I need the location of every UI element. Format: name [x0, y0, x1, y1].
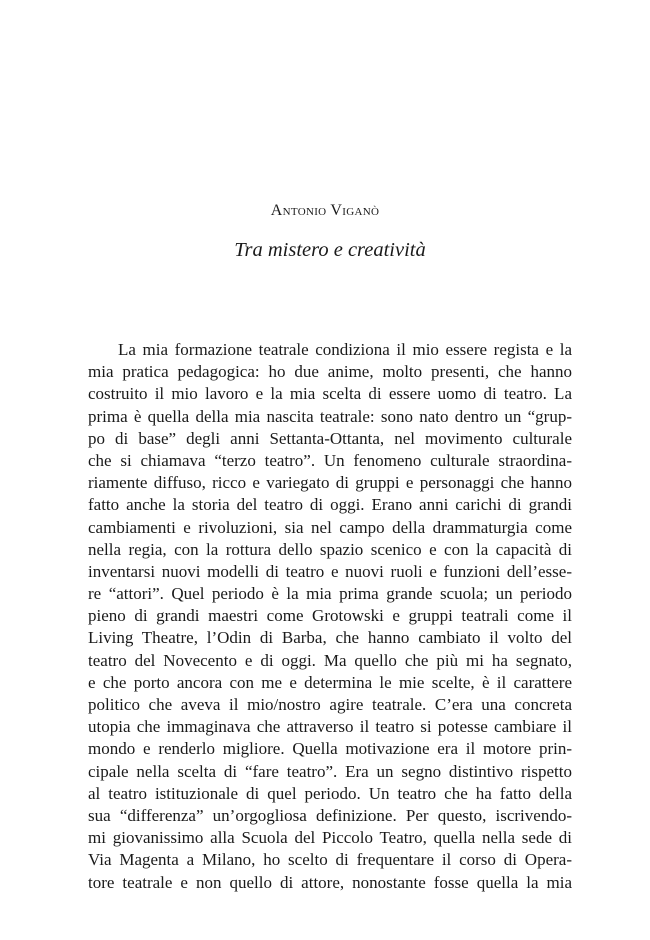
text-line: al teatro istituzionale di quel periodo. Un teatro che ha fatto della [88, 783, 572, 803]
text-line: costruito il mio lavoro e la mia scelta di essere uomo di teatro. La [88, 384, 572, 404]
text-line: La mia formazione teatrale condiziona il mio essere regista e la [118, 340, 572, 359]
chapter-title: Tra mistero e creatività [234, 239, 426, 261]
text-line: e che porto ancora con me e determina le mie scelte, è il carattere [88, 672, 572, 692]
text-line: che si chiamava “terzo teatro”. Un fenomeno culturale straordina- [88, 450, 572, 470]
text-line: cambiamenti e rivoluzioni, sia nel campo della drammaturgia come [88, 517, 572, 537]
text-line: teatro del Novecento e di oggi. Ma quello che più mi ha segnato, [88, 650, 572, 670]
body-text [88, 339, 572, 894]
text-line: Living Theatre, l’Odin di Barba, che hanno cambiato il volto del [88, 628, 572, 648]
text-line: inventarsi nuovi modelli di teatro e nuovi ruoli e funzioni dell’esse- [88, 561, 572, 581]
text-line: cipale nella scelta di “fare teatro”. Era un segno distintivo rispetto [88, 761, 572, 781]
text-line: sua “differenza” un’orgogliosa definizione. Per questo, iscrivendo- [88, 805, 572, 825]
text-line: mondo e renderlo migliore. Quella motivazione era il motore prin- [88, 739, 572, 759]
text-line: utopia che immaginava che attraverso il teatro si potesse cambiare il [88, 717, 572, 737]
text-line: fatto anche la storia del teatro di oggi. Erano anni carichi di grandi [88, 495, 572, 515]
text-line: pieno di grandi maestri come Grotowski e gruppi teatrali come il [88, 606, 572, 626]
text-line: Via Magenta a Milano, ho scelto di frequentare il corso di Opera- [88, 850, 572, 870]
text-line: riamente diffuso, ricco e variegato di gruppi e personaggi che hanno [88, 473, 572, 493]
text-line: prima è quella della mia nascita teatrale: sono nato dentro un “grup- [88, 406, 572, 426]
text-line: nella regia, con la rottura dello spazio scenico e con la capacità di [88, 539, 572, 559]
text-line: re “attori”. Quel periodo è la mia prima grande scuola; un periodo [88, 584, 572, 604]
text-line: mi giovanissimo alla Scuola del Piccolo Teatro, quella nella sede di [88, 828, 572, 848]
author-name: Antonio Viganò [270, 202, 380, 219]
text-line: politico che aveva il mio/nostro agire teatrale. C’era una concreta [88, 695, 572, 714]
text-line: mia pratica pedagogica: ho due anime, molto presenti, che hanno [88, 362, 572, 382]
text-line: tore teatrale e non quello di attore, nonostante fosse quella la mia [88, 872, 572, 892]
text-line: po di base” degli anni Settanta-Ottanta, nel movimento culturale [88, 428, 572, 448]
